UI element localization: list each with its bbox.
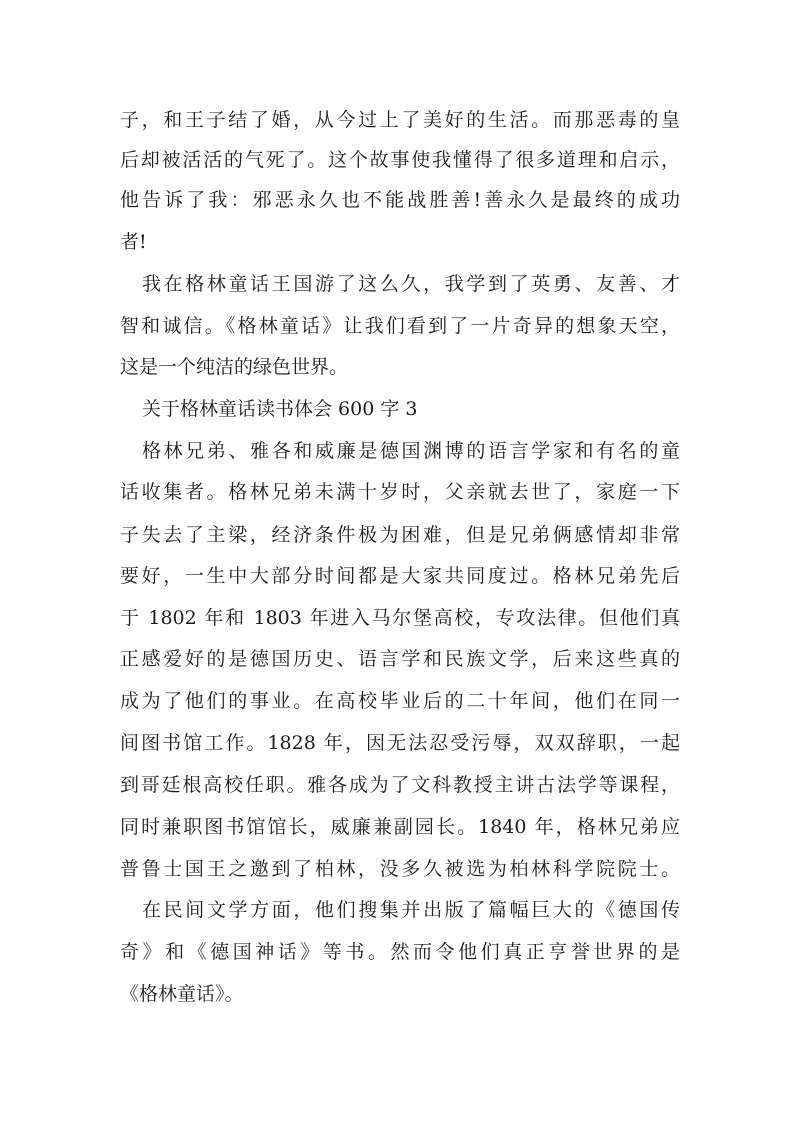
paragraph-line: 于 1802 年和 1803 年进入马尔堡高校，专攻法律。但他们真: [120, 607, 680, 629]
paragraph-line: 在民间文学方面，他们搜集并出版了篇幅巨大的《德国传: [142, 899, 680, 921]
paragraph-line: 话收集者。格林兄弟未满十岁时，父亲就去世了，家庭一下: [120, 481, 680, 503]
paragraph-line: 后却被活活的气死了。这个故事使我懂得了很多道理和启示，: [120, 149, 680, 171]
paragraph-line: 子失去了主梁，经济条件极为困难，但是兄弟俩感情却非常: [120, 524, 680, 546]
paragraph-line: 智和诚信。《格林童话》让我们看到了一片奇异的想象天空，: [120, 315, 680, 337]
paragraph-line: 成为了他们的事业。在高校毕业后的二十年间，他们在同一: [120, 690, 680, 712]
paragraph-line: 他告诉了我：邪恶永久也不能战胜善!善永久是最终的成功: [120, 189, 680, 211]
paragraph-line: 我在格林童话王国游了这么久，我学到了英勇、友善、才: [142, 273, 680, 295]
paragraph-line: 奇》和《德国神话》等书。然而令他们真正亨誉世界的是: [120, 941, 680, 963]
paragraph-line: 到哥廷根高校任职。雅各成为了文科教授主讲古法学等课程，: [120, 774, 680, 796]
paragraph-line: 普鲁士国王之邀到了柏林，没多久被选为柏林科学院院士。: [120, 858, 680, 880]
section-heading: 关于格林童话读书体会 600 字 3: [142, 398, 418, 420]
paragraph-line: 者!: [120, 231, 147, 253]
paragraph-line: 《格林童话》。: [120, 983, 244, 1005]
paragraph-line: 这是一个纯洁的绿色世界。: [120, 356, 349, 378]
paragraph-line: 正感爱好的是德国历史、语言学和民族文学，后来这些真的: [120, 648, 680, 670]
paragraph-line: 同时兼职图书馆馆长，威廉兼副园长。1840 年，格林兄弟应: [120, 816, 680, 838]
paragraph-line: 子，和王子结了婚，从今过上了美好的生活。而那恶毒的皇: [120, 109, 680, 131]
paragraph-line: 格林兄弟、雅各和威廉是德国渊博的语言学家和有名的童: [142, 440, 680, 462]
paragraph-line: 间图书馆工作。1828 年，因无法忍受污辱，双双辞职，一起: [120, 732, 680, 754]
paragraph-line: 要好，一生中大部分时间都是大家共同度过。格林兄弟先后: [120, 565, 680, 587]
